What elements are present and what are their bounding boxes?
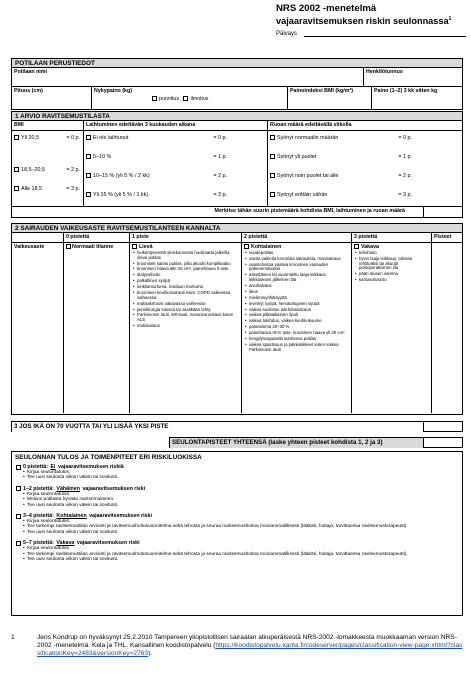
col-score: Pisteet — [434, 234, 452, 240]
col-0-points: 0 pistettä — [64, 233, 130, 242]
weight-loss-option[interactable]: Ei ole laihtunut = 0 p. — [84, 131, 267, 144]
weight-field[interactable]: Nykypaino (kg) punnitus ilmoitus — [92, 87, 288, 109]
result-checkbox[interactable] — [16, 514, 21, 519]
condition-item: • levinnyt syöpä, hematologinen syöpä — [245, 302, 349, 307]
result-checkbox[interactable] — [16, 465, 21, 470]
severity-severe: Vakava • tehohoito • hyvin laaja leikkaus, tulossa tehtäväksi tai akuutti postoperatiivinen tila • pään alueen vamma • kantasolusiirto — [352, 243, 432, 413]
section-1-note: Merkitse tähän suurin pistemäärä kohdista BMI, laihtuminen ja ruoan määrä — [12, 207, 424, 218]
food-amount-options — [268, 131, 462, 206]
patient-name-label: Potilaan nimi — [14, 69, 47, 75]
condition-item: • äskettäinen tai suunniteltu laaja leikkaus, leikkauksen jälkeinen tila — [245, 273, 349, 282]
col-food-amount: Ruoan määrä edeltävällä viikolla — [270, 122, 352, 128]
total-score-label: SEULONTAPISTEET YHTEENSÄ (laske yhteen pisteet kohdista 1, 2 ja 3) — [170, 438, 424, 448]
food-amount-option[interactable]: Syönyt erittäin vähän = 3 p. — [268, 188, 462, 201]
food-amount-option[interactable]: Syönyt noin puolet tai alle = 2 p. — [268, 169, 462, 182]
section-3-title: 3 JOS IKÄ ON 70 VUOTTA TAI YLI LISÄÄ YKSI PISTE — [12, 422, 424, 432]
condition-item: • maksakirroosi vakavassa vaiheessa — [133, 302, 239, 307]
result-action: • Kirjaa seulontatulos. — [23, 470, 458, 475]
section-1-score-field[interactable] — [424, 207, 462, 218]
severity-normal: Normaali tilanne — [64, 243, 130, 413]
condition-item: • heikentyneestä yleiskunnosta huolimatta jalkeilla oleva potilas — [133, 251, 239, 260]
condition-item: • hyvin laaja leikkaus, tulossa tehtäväksi tai akuutti postoperatiivinen tila — [355, 257, 429, 271]
condition-item: • krooninen haava alle 25 cm², painehaava II aste — [133, 267, 239, 272]
food-amount-option[interactable]: Syönyt normaalin määrän = 0 p. — [268, 131, 462, 144]
weight-loss-option[interactable]: 5–10 % = 1 p. — [84, 150, 267, 163]
severity-mild: Lievä • heikentyneestä yleiskunnosta huolimatta jalkeilla oleva potilas • krooniseti sairas potilas, jolla akuutti komplikaatio • krooninen haava alle 25 cm², painehaava II aste • dialyysihoito • palkallinen syöpä • lonkkamurtuma, reisiluun murtuma • krooninen keuhkosairaus esim. COPD vaikeassa vaiheessa • maksakirroosi vakavassa vaiheessa • pienikirurgia tulossa tai vastikään tehty • Parkinsonin tauti, MS-tauti, motoneuronitauti kuten ALS • mutisiairaus — [130, 243, 242, 413]
weight-loss-option[interactable]: Yli 15 % (yli 5 % / 1 kk) = 3 p. — [84, 188, 267, 201]
condition-item: • dialyysihoito — [133, 273, 239, 278]
section-3-age — [11, 421, 463, 432]
col-weight-loss: Laihtuminen edeltävän 3 kuukauden aikana — [84, 121, 268, 130]
condition-item: • hengitysvajaustila tarvitseva potilas — [245, 337, 349, 342]
results-list — [12, 462, 462, 565]
condition-item: • Parkinsonin tauti, MS-tauti, motoneuronitauti kuten ALS — [133, 313, 239, 322]
section-3-score-field[interactable] — [424, 422, 462, 432]
section-1-title: 1 ARVIO RAVITSEMUSTILASTA — [12, 112, 462, 121]
result-action: • Tee uusi seulonta viikon välein tai sovitusti. — [23, 503, 458, 508]
condition-item: • vaikea tulehdus, vaikea keuhkokuume — [245, 319, 349, 324]
section-2-title: 2 SAIRAUDEN VAIKEUSASTE RAVITSEMUSTILANTEEN KANNALTA — [12, 224, 462, 233]
severity-moderate: Kohtalainen • vuodepotilas • useita vaikeita kroonisia sairauksia, monisairaus • osastohoitoa vaativa krooninen sairauden pahenemisvaihe • äskettäinen tai suunniteltu laaja leikkaus, leikkauksen jälkeinen tila • aivohalvaus • ileus • mielenmyöhäisyyttä • levinnyt syöpä, hematologinen syöpä • vaikea suoliston tulehdussairaus • vaikea pitkäaikainen ripuli • vaikea tulehdus, vaikea keuhkokuume • palovamma 20–30 % • painehaava III-IV aste, krooninen haava yli 25 cm² • hengitysvajaustila tarvitseva potilas • vaikea spastisuus ja pakkoliikkeet kuten vaikea Parkinsonin tauti — [242, 243, 352, 413]
condition-item: • vaikea spastisuus ja pakkoliikkeet kuten vaikea Parkinsonin tauti — [245, 343, 349, 352]
col-2-points: 2 pistettä — [242, 233, 352, 242]
result-action: • Kirjaa seulontatulos. — [23, 546, 458, 551]
condition-item: • krooniseti sairas potilas, jolla akuutti komplikaatio — [133, 262, 239, 267]
weighed-checkbox[interactable] — [152, 96, 157, 101]
condition-item: • vuodepotilas — [245, 251, 349, 256]
col-1-point: 1 piste — [130, 233, 242, 242]
screening-results-section — [11, 451, 463, 616]
weight-loss-option[interactable]: 10–15 % (yli 5 % / 2 kk) = 2 p. — [84, 169, 267, 182]
form-title-line2: vajaaravitsemuksen riskin seulonnassa$^1$ — [276, 16, 452, 27]
condition-item: • osastohoitoa vaativa krooninen sairauden pahenemisvaihe — [245, 263, 349, 272]
condition-item: • palkallinen syöpä — [133, 279, 239, 284]
condition-item: • krooninen keuhkosairaus esim. COPD vaikeassa vaiheessa — [133, 291, 239, 300]
patient-section-title: POTILAAN PERUSTIEDOT — [12, 59, 462, 68]
condition-item: • pään alueen vamma — [355, 272, 429, 277]
food-amount-option[interactable]: Syönyt yli puolet = 1 p. — [268, 150, 462, 163]
bmi-options — [12, 131, 84, 206]
date-field[interactable] — [304, 34, 466, 37]
result-category: 1–2 pistettä: Vähäinen vajaaravitsemuksen riski • Kirjaa seulontatulos. • Motivoi potilasta hyvään ravitsemukseen. • Tee uusi seulonta viikon välein tai sovitusti. — [12, 484, 462, 511]
footnote-text: Jens Kondrup on hyväksynyt 25.2.2010 Tampereen yliopistollisen sairaalan alkuperäisestä NRS-2002 -lomakkeesta muokkaaman version NRS-2002 -menetelmä. Kela ja THL. Kansallinen koodistopalvelu (https://koodistopalvelu.kanta.fi/codeserver/pages/classification-view-page.xhtml?classificationKey=2483&versionKey=2763). — [37, 634, 463, 657]
footnote-number: 1 — [11, 634, 15, 641]
condition-item: • painehaava III-IV aste, krooninen haava yli 25 cm² — [245, 331, 349, 336]
condition-item: • vaikea suoliston tulehdussairaus — [245, 308, 349, 313]
section-2-disease-severity — [11, 223, 463, 415]
form-title-line1: NRS 2002 -menetelmä — [276, 3, 377, 14]
mild-conditions-list — [132, 251, 239, 329]
result-action: • Motivoi potilasta hyvään ravitsemukseen. — [23, 497, 458, 502]
patient-info-section — [11, 58, 463, 110]
condition-item: • palovamma 20–30 % — [245, 325, 349, 330]
condition-item: • ileus — [245, 290, 349, 295]
bmi-option[interactable]: Yli 20,5 = 0 p. — [12, 131, 83, 144]
condition-item: • kantasolusiirto — [355, 278, 429, 283]
date-label: Päivays — [276, 31, 298, 38]
section-1-nutrition — [11, 111, 463, 218]
result-checkbox[interactable] — [16, 541, 21, 546]
condition-item: • tehohoito — [355, 251, 429, 256]
condition-item: • mielenmyöhäisyyttä — [245, 296, 349, 301]
result-checkbox[interactable] — [16, 486, 21, 491]
result-action: • Tee tarkempi ravitsemustilan arviointi ja ravitsemushoitosuunnitelma sekä tehosta ja seuraa ravitsemushoitoa moniammatillisesti (lääkäri, hoitaja, tarvittaessa ravitsemusterapeutti). — [23, 524, 458, 529]
total-score-row — [169, 437, 463, 448]
footnote — [11, 634, 463, 658]
weight-3m-field[interactable]: Paino (1–2) 3 kk sitten kg — [374, 88, 438, 94]
result-category: 0 pistettä: Ei vajaaravitsemuksen riskiä • Kirjaa seulontatulos. • Tee uusi seulonta viikon välein tai sovitusti. — [12, 462, 462, 484]
condition-item: • pienikirurgia tulossa tai vastikään tehty — [133, 308, 239, 313]
height-field[interactable]: Pituus (cm) — [12, 87, 92, 109]
bmi-option[interactable]: 18,5–20,5 = 2 p. — [12, 163, 83, 176]
condition-item: • mutisiairaus — [133, 324, 239, 329]
results-title: SEULONNAN TULOS JA TOIMENPITEET ERI RISKILUOKISSA — [15, 454, 202, 461]
result-action: • Tee uusi seulonta viikon välein tai sovitusti. — [23, 557, 458, 562]
patient-id-label: Henkilötunnus — [366, 69, 403, 75]
col-3-points: 3 pistettä — [352, 233, 432, 242]
col-bmi: BMI — [12, 121, 84, 130]
patient-id-field[interactable] — [364, 68, 462, 86]
result-action: • Tee tarkempi ravitsemustilan arviointi ja ravitsemushoitosuunnitelma sekä tehosta ja seuraa ravitsemushoitoa moniammatillisesti (lääkäri, hoitaja, tarvittaessa ravitsemusterapeutti). — [23, 552, 458, 557]
result-action: • Kirjaa seulontatulos. — [23, 492, 458, 497]
condition-item: • lonkkamurtuma, reisiluun murtuma — [133, 285, 239, 290]
bmi-field[interactable]: Painoindeksi BMI (kg/m²) — [288, 87, 372, 109]
result-category: 5–7 pistettä: Vakava vajaaravitsemuksen riski • Kirjaa seulontatulos. • Tee tarkempi ravitsemustilan arviointi ja ravitsemushoitosuunnitelma sekä tehosta ja seuraa ravitsemushoitoa moniammatillisesti (lääkäri, hoitaja, tarvittaessa ravitsemusterapeutti). • Tee uusi seulonta viikon välein tai sovitusti. — [12, 538, 462, 565]
weight-loss-options — [84, 131, 268, 206]
form-header — [276, 4, 466, 37]
result-action: • Kirjaa seulontatulos. — [23, 519, 458, 524]
patient-name-field[interactable] — [12, 68, 364, 86]
result-action: • Tee uusi seulonta viikon välein tai sovitusti. — [23, 530, 458, 535]
condition-item: • vaikea pitkäaikainen ripuli — [245, 313, 349, 318]
reported-checkbox[interactable] — [183, 96, 188, 101]
result-category: 3–4 pistettä: Kohtalainen vajaaravitsemuksen riski • Kirjaa seulontatulos. • Tee tarkempi ravitsemustilan arviointi ja ravitsemushoitosuunnitelma sekä tehosta ja seuraa ravitsemushoitoa moniammatillisesti (lääkäri, hoitaja, tarvittaessa ravitsemusterapeutti). • Tee uusi seulonta viikon välein tai sovitusti. — [12, 511, 462, 538]
bmi-option[interactable]: Alle 18,5 = 3 p. — [12, 182, 83, 195]
result-action: • Tee uusi seulonta viikon välein tai sovitusti. — [23, 475, 458, 480]
severity-row-label: Vaikeusaste — [12, 243, 64, 413]
severe-conditions-list — [354, 251, 429, 283]
section-2-score-field[interactable] — [432, 243, 462, 413]
condition-item: • useita vaikeita kroonisia sairauksia, monisairaus — [245, 257, 349, 262]
condition-item: • aivohalvaus — [245, 284, 349, 289]
moderate-conditions-list — [244, 251, 349, 352]
footnote-link[interactable]: https://koodistopalvelu.kanta.fi/codeserver/pages/classification-view-page.xhtml?classificationKey=2483&versionKey=2763 — [37, 642, 463, 657]
total-score-field[interactable] — [424, 438, 462, 448]
